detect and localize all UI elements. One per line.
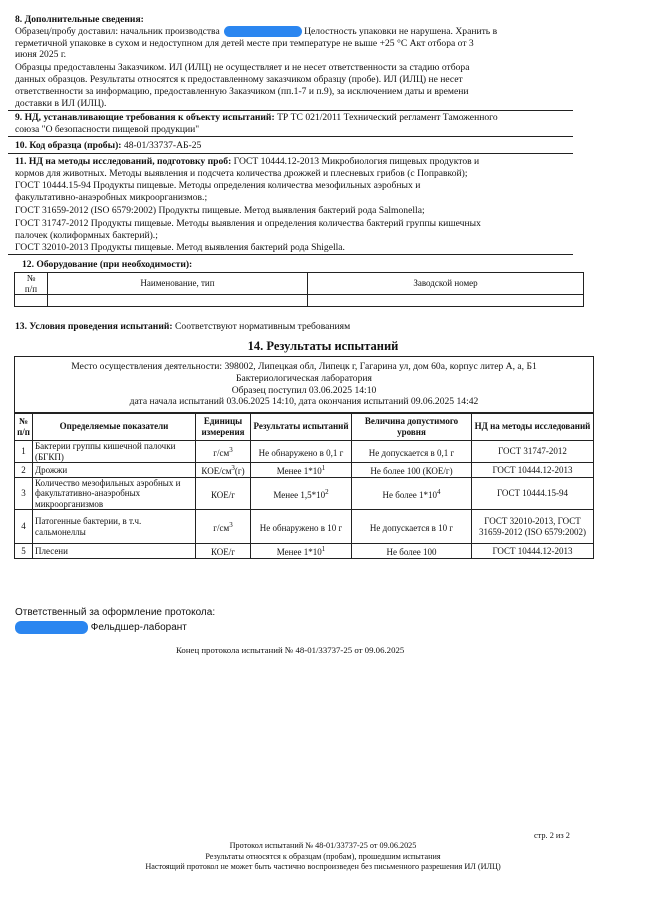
- row-method: ГОСТ 32010-2013, ГОСТ 31659-2012 (ISO 6579:2002): [472, 510, 594, 544]
- row-unit: КОЕ/г: [196, 477, 251, 510]
- section-11-line-5: ГОСТ 31659-2012 (ISO 6579:2002) Продукты пищевые. Метод выявления бактерий рода Salmonella;: [15, 205, 425, 216]
- row-result: Менее $1,5*10^2$: [251, 477, 352, 510]
- equipment-col-num: № п/п: [15, 273, 48, 295]
- row-num: 5: [15, 544, 33, 559]
- row-unit: КОЕ/$см^3(г)$: [196, 463, 251, 478]
- section-11-label: 11. НД на методы исследований, подготовку проб:: [15, 156, 232, 167]
- results-table: [14, 412, 594, 559]
- row-allowed: Не допускается в 10 г: [352, 510, 472, 544]
- equipment-cell: [48, 295, 308, 307]
- redacted-name: [224, 26, 302, 37]
- row-allowed: Не более 100: [352, 544, 472, 559]
- section-8-line-7: доставки в ИЛ (ИЛЦ).: [15, 98, 107, 109]
- results-col-num: № п/п: [15, 413, 33, 441]
- section-11-line-1: ГОСТ 10444.12-2013 Микробиология пищевых продуктов и: [233, 156, 480, 167]
- sample-code: 48-01/33737-АБ-25: [123, 140, 202, 151]
- section-11-line-2: кормов для животных. Методы выявления и подсчета количества дрожжей и плесневых грибов (с Поправкой);: [15, 168, 468, 179]
- results-row: [15, 441, 594, 463]
- row-unit: $г/см^3$: [196, 510, 251, 544]
- row-method: ГОСТ 31747-2012: [472, 441, 594, 463]
- row-indicator: Бактерии группы кишечной палочки (БГКП): [33, 441, 196, 463]
- section-11: [15, 156, 479, 168]
- results-row: [15, 510, 594, 544]
- section-11-line-6: ГОСТ 31747-2012 Продукты пищевые. Методы выявления и определения количества бактерий группы кишечных: [15, 218, 481, 229]
- row-result: Не обнаружено в 10 г: [251, 510, 352, 544]
- responsible-line: [15, 621, 187, 634]
- divider: [8, 110, 573, 111]
- row-unit: $г/см^3$: [196, 441, 251, 463]
- page-number: стр. 2 из 2: [534, 831, 570, 840]
- row-indicator: Количество мезофильных аэробных и факультативно-анаэробных микроорганизмов: [33, 477, 196, 510]
- section-11-line-7: палочек (колиформных бактерий).;: [15, 230, 158, 241]
- row-num: 1: [15, 441, 33, 463]
- section-13-label: 13. Условия проведения испытаний:: [15, 321, 173, 332]
- end-note: Конец протокола испытаний № 48-01/33737-25 от 09.06.2025: [176, 645, 405, 655]
- divider: [8, 254, 573, 255]
- results-col-method: НД на методы исследований: [472, 413, 594, 441]
- results-received: Образец поступил 03.06.2025 14:10: [231, 384, 377, 396]
- row-method: ГОСТ 10444.12-2013: [472, 463, 594, 478]
- row-method: ГОСТ 10444.15-94: [472, 477, 594, 510]
- footer-line-3: Настоящий протокол не может быть частично воспроизведен без письменного разрешения ИЛ (ИЛЦ): [145, 862, 501, 871]
- section-11-line-3: ГОСТ 10444.15-94 Продукты пищевые. Методы определения количества мезофильных аэробных и: [15, 180, 421, 191]
- section-8-line-6: ответственности за информацию, предоставленную Заказчиком (пп.1-7 и п.9), за исключением даты и времени: [15, 86, 469, 97]
- results-col-unit: Единицы измерения: [196, 413, 251, 441]
- section-13: [15, 321, 350, 333]
- results-col-result: Результаты испытаний: [251, 413, 352, 441]
- divider: [8, 136, 573, 137]
- row-result: Не обнаружено в 0,1 г: [251, 441, 352, 463]
- row-num: 2: [15, 463, 33, 478]
- row-result: Менее $1*10^1$: [251, 463, 352, 478]
- section-8-line-1: [15, 26, 497, 38]
- row-method: ГОСТ 10444.12-2013: [472, 544, 594, 559]
- results-place: Место осуществления деятельности: 398002, Липецкая обл, Липецк г, Гагарина ул, дом 60а, корпус литер А, а, Б1: [71, 361, 537, 372]
- results-title: 14. Результаты испытаний: [247, 339, 399, 353]
- row-indicator: Патогенные бактерии, в т.ч. сальмонеллы: [33, 510, 196, 544]
- footer: [0, 841, 646, 873]
- section-9-label: 9. НД, устанавливающие требования к объекту испытаний:: [15, 112, 275, 123]
- equipment-cell: [308, 295, 584, 307]
- section-9-value: ТР ТС 021/2011 Технический регламент Таможенного: [277, 112, 498, 123]
- section-9: [15, 112, 498, 124]
- row-allowed: Не более $1*10^4$: [352, 477, 472, 510]
- section-12-heading: 12. Оборудование (при необходимости):: [22, 259, 193, 270]
- results-row: [15, 477, 594, 510]
- row-num: 3: [15, 477, 33, 510]
- equipment-table: [14, 272, 584, 307]
- section-8-line-5: данных образцов. Результаты относятся к предоставленному заказчиком образцу (пробе). ИЛ (ИЛЦ) не несет: [15, 74, 463, 85]
- section-8-line-3: июня 2025 г.: [15, 49, 67, 60]
- redacted-name: [15, 621, 88, 634]
- row-indicator: Дрожжи: [33, 463, 196, 478]
- equipment-col-serial: Заводской номер: [308, 273, 584, 295]
- row-result: Менее $1*10^1$: [251, 544, 352, 559]
- section-9-line-2: союза "О безопасности пищевой продукции": [15, 124, 200, 135]
- equipment-cell: [15, 295, 48, 307]
- row-unit: КОЕ/г: [196, 544, 251, 559]
- section-11-line-8: ГОСТ 32010-2013 Продукты пищевые. Метод выявления бактерий рода Shigella.: [15, 242, 345, 253]
- section-10-label: 10. Код образца (пробы):: [15, 140, 122, 151]
- section-8-line-4: Образцы предоставлены Заказчиком. ИЛ (ИЛЦ) не осуществляет и не несет ответственности за стадию отбора: [15, 62, 470, 73]
- row-num: 4: [15, 510, 33, 544]
- section-8-delivered-by: Образец/пробу доставил: начальник производства: [15, 26, 220, 37]
- results-dates: дата начала испытаний 03.06.2025 14:10, дата окончания испытаний 09.06.2025 14:42: [129, 396, 479, 408]
- footer-line-2: Результаты относятся к образцам (пробам), прошедшим испытания: [205, 851, 441, 861]
- row-allowed: Не допускается в 0,1 г: [352, 441, 472, 463]
- responsible-label: Ответственный за оформление протокола:: [15, 607, 216, 618]
- results-row: [15, 463, 594, 478]
- results-col-indicator: Определяемые показатели: [33, 413, 196, 441]
- divider: [8, 153, 573, 154]
- section-10: [15, 140, 201, 152]
- section-13-value: Соответствуют нормативным требованиям: [175, 321, 351, 332]
- section-8-line-2: герметичной упаковке в сухом и недоступном для детей месте при температуре не выше +25 °С Акт отбора от 3: [15, 38, 474, 49]
- equipment-col-name: Наименование, тип: [48, 273, 308, 295]
- section-8-packaging: Целостность упаковки не нарушена. Хранить в: [304, 26, 498, 37]
- section-8-heading: 8. Дополнительные сведения:: [15, 14, 144, 25]
- section-11-line-4: факультативно-анаэробных микроорганизмов.;: [15, 192, 208, 203]
- row-allowed: Не более 100 (КОЕ/г): [352, 463, 472, 478]
- results-info-box: [14, 356, 594, 414]
- footer-line-1: Протокол испытаний № 48-01/33737-25 от 09.06.2025: [229, 841, 417, 850]
- results-lab: Бактериологическая лаборатория: [236, 372, 372, 384]
- responsible-position: Фельдшер-лаборант: [90, 622, 187, 634]
- results-col-allowed: Величина допустимого уровня: [352, 413, 472, 441]
- row-indicator: Плесени: [33, 544, 196, 559]
- results-row: [15, 544, 594, 559]
